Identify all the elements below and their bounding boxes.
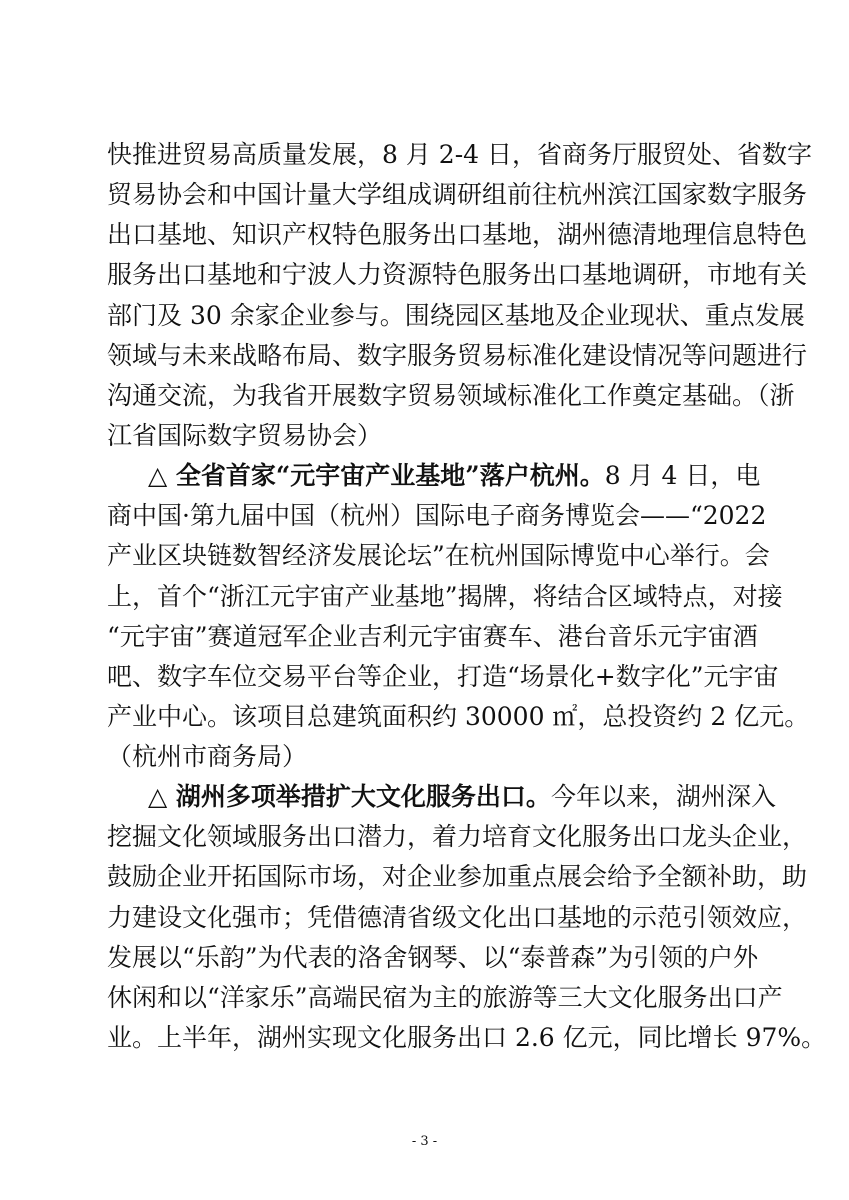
paragraph-3-heading: △ 湖州多项举措扩大文化服务出口。 bbox=[148, 782, 551, 811]
paragraph-1-line-4: 服务出口基地和宁波人力资源特色服务出口基地调研，市地有关 bbox=[107, 260, 808, 289]
paragraph-2-line-2: 商中国·第九届中国（杭州）国际电子商务博览会——“2022 bbox=[107, 501, 767, 530]
paragraph-1-line-3: 出口基地、知识产权特色服务出口基地，湖州德清地理信息特色 bbox=[107, 220, 808, 249]
paragraph-2-line-6: 吧、数字车位交易平台等企业，打造“场景化+数字化”元宇宙 bbox=[107, 662, 779, 691]
paragraph-3-line-6: 休闲和以“洋家乐”高端民宿为主的旅游等三大文化服务出口产 bbox=[107, 983, 783, 1012]
paragraph-3-line-7: 业。上半年，湖州实现文化服务出口 2.6 亿元，同比增长 97%。 bbox=[107, 1023, 827, 1052]
paragraph-1-line-7: 沟通交流，为我省开展数字贸易领域标准化工作奠定基础。（浙 bbox=[107, 381, 795, 410]
paragraph-1-line-6: 领域与未来战略布局、数字服务贸易标准化建设情况等问题进行 bbox=[107, 341, 808, 370]
paragraph-3-line-1 bbox=[148, 779, 776, 815]
paragraph-3-line-5: 发展以“乐韵”为代表的洛舍钢琴、以“泰普森”为引领的户外 bbox=[107, 943, 759, 972]
paragraph-3-first-line-rest: 今年以来，湖州深入 bbox=[550, 782, 776, 811]
paragraph-2-line-8: （杭州市商务局） bbox=[107, 742, 308, 771]
paragraph-1-line-5: 部门及 30 余家企业参与。围绕园区基地及企业现状、重点发展 bbox=[107, 301, 805, 330]
paragraph-2-heading: △ 全省首家“元宇宙产业基地”落户杭州。 bbox=[148, 461, 605, 490]
paragraph-2-first-line-rest: 8 月 4 日，电 bbox=[604, 461, 761, 490]
paragraph-2-line-1 bbox=[148, 458, 761, 494]
paragraph-2-line-4: 上，首个“浙江元宇宙产业基地”揭牌，将结合区域特点，对接 bbox=[107, 582, 783, 611]
paragraph-1-line-8: 江省国际数字贸易协会） bbox=[107, 421, 383, 450]
paragraph-2-line-5: “元宇宙”赛道冠军企业吉利元宇宙赛车、港台音乐元宇宙酒 bbox=[107, 622, 758, 651]
paragraph-1-line-2: 贸易协会和中国计量大学组成调研组前往杭州滨江国家数字服务 bbox=[107, 180, 808, 209]
paragraph-1-line-1: 快推进贸易高质量发展，8 月 2-4 日，省商务厅服贸处、省数字 bbox=[107, 140, 813, 169]
paragraph-2-line-3: 产业区块链数智经济发展论坛”在杭州国际博览中心举行。会 bbox=[107, 541, 770, 570]
page-number: - 3 - bbox=[411, 1134, 438, 1149]
paragraph-3-line-4: 力建设文化强市；凭借德清省级文化出口基地的示范引领效应， bbox=[107, 903, 808, 932]
paragraph-3-line-3: 鼓励企业开拓国际市场，对企业参加重点展会给予全额补助，助 bbox=[107, 862, 808, 891]
paragraph-3-line-2: 挖掘文化领域服务出口潜力，着力培育文化服务出口龙头企业， bbox=[107, 822, 808, 851]
paragraph-2-line-7: 产业中心。该项目总建筑面积约 30000 ㎡，总投资约 2 亿元。 bbox=[107, 702, 810, 731]
